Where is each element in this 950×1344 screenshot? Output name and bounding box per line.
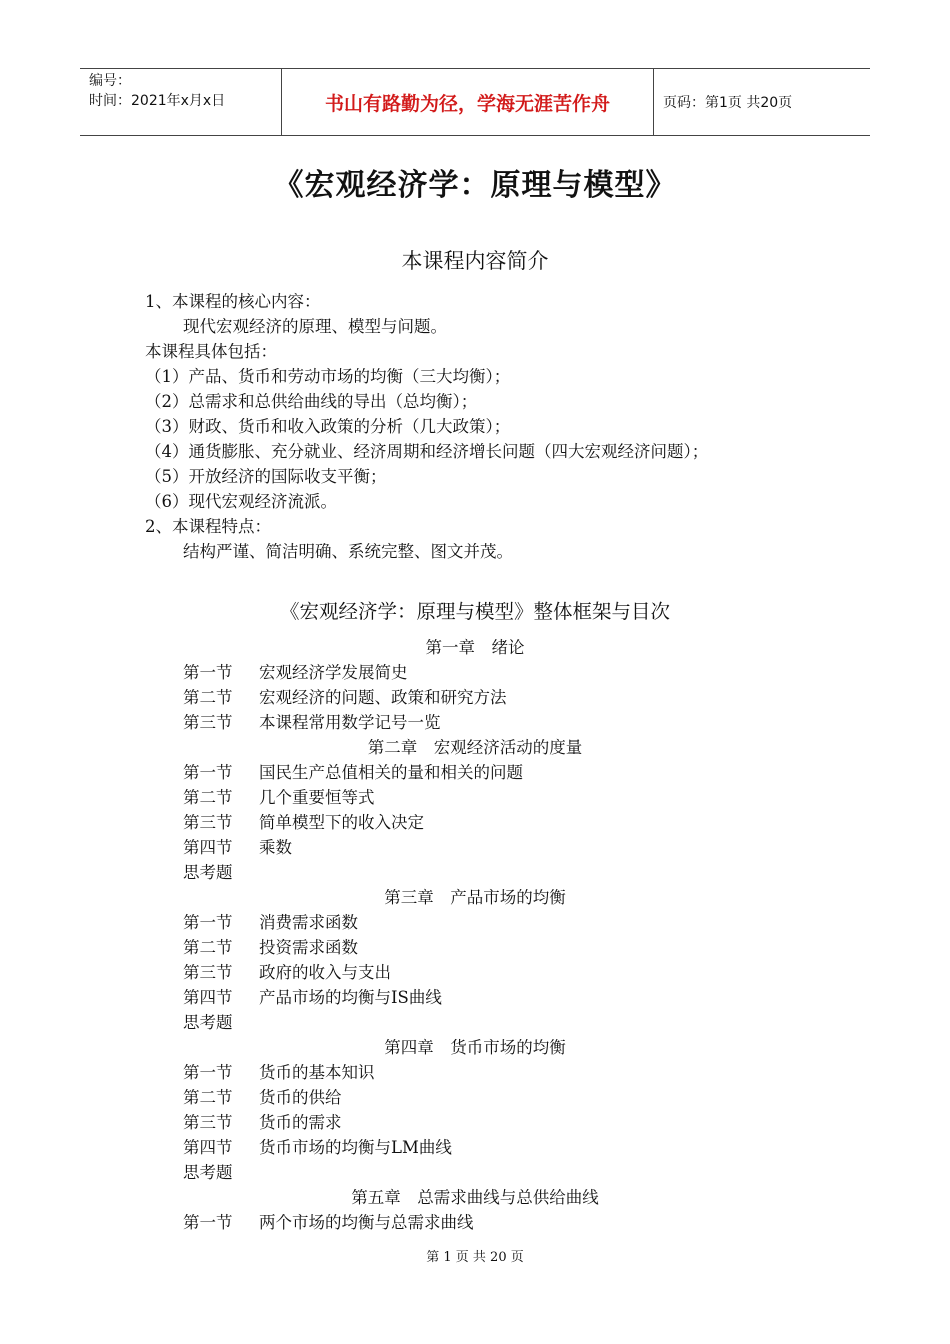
chapter-heading: 第四章 货币市场的均衡 [384,1038,566,1057]
intro-line: 1、本课程的核心内容： [145,292,321,311]
intro-line: （6）现代宏观经济流派。 [145,492,337,511]
chapter-heading: 第五章 总需求曲线与总供给曲线 [351,1188,599,1207]
intro-line: （3）财政、货币和收入政策的分析（几大政策）； [145,417,511,436]
section-number: 第一节 [183,1063,233,1082]
section-title: 投资需求函数 [259,938,358,957]
intro-line: （5）开放经济的国际收支平衡； [145,467,387,486]
section-title: 宏观经济学发展简史 [259,663,408,682]
toc-section [183,1209,474,1233]
section-title: 消费需求函数 [259,913,358,932]
section-title: 政府的收入与支出 [259,963,391,982]
page-footer: 第 1 页 共 20 页 [426,1250,524,1265]
section-title: 乘数 [259,838,292,857]
intro-line: （1）产品、货币和劳动市场的均衡（三大均衡）； [145,367,511,386]
toc-heading: 《宏观经济学：原理与模型》整体框架与目次 [279,600,670,623]
toc-section [183,834,292,858]
section-number: 第四节 [183,838,233,857]
document-title: 《宏观经济学：原理与模型》 [273,168,677,203]
header-number: 编号： [89,73,131,89]
section-number: 第二节 [183,1088,233,1107]
section-number: 第二节 [183,938,233,957]
intro-heading: 本课程内容简介 [401,249,549,273]
section-title: 货币市场的均衡与LM曲线 [259,1138,452,1157]
toc-section [183,1109,342,1133]
intro-line: 结构严谨、简洁明确、系统完整、图文并茂。 [183,542,513,561]
intro-line: （4）通货膨胀、充分就业、经济周期和经济增长问题（四大宏观经济问题）； [145,442,709,461]
section-title: 货币的基本知识 [259,1063,375,1082]
section-number: 第四节 [183,988,233,1007]
header-date: 时间：2021年x月x日 [89,93,226,109]
section-title: 产品市场的均衡与IS曲线 [259,988,442,1007]
section-number: 第三节 [183,713,233,732]
section-number: 第三节 [183,813,233,832]
toc-section [183,1059,375,1083]
section-number: 第二节 [183,688,233,707]
section-title: 货币的需求 [259,1113,342,1132]
toc-section [183,1134,452,1158]
section-number: 第三节 [183,1113,233,1132]
header-motto: 书山有路勤为径，学海无涯苦作舟 [282,69,654,135]
section-number: 第一节 [183,1213,233,1232]
intro-line: 现代宏观经济的原理、模型与问题。 [183,317,447,336]
toc-section [183,684,507,708]
toc-section [183,1084,342,1108]
intro-line: （2）总需求和总供给曲线的导出（总均衡）； [145,392,478,411]
toc-section [183,709,441,733]
section-number: 第四节 [183,1138,233,1157]
toc-section [183,759,523,783]
toc-questions: 思考题 [183,863,233,882]
toc-questions: 思考题 [183,1163,233,1182]
toc-section [183,934,358,958]
header-page: 页码：第1页 共20页 [663,95,793,111]
section-number: 第一节 [183,763,233,782]
document-header [80,68,870,136]
toc-section [183,909,358,933]
section-number: 第二节 [183,788,233,807]
toc-section [183,659,408,683]
section-title: 两个市场的均衡与总需求曲线 [259,1213,474,1232]
chapter-heading: 第一章 绪论 [425,638,525,657]
section-number: 第一节 [183,663,233,682]
toc-section [183,809,424,833]
section-title: 本课程常用数学记号一览 [259,713,441,732]
toc-questions: 思考题 [183,1013,233,1032]
intro-line: 2、本课程特点： [145,517,271,536]
section-number: 第三节 [183,963,233,982]
intro-line: 本课程具体包括： [145,342,277,361]
section-title: 国民生产总值相关的量和相关的问题 [259,763,523,782]
toc-section [183,984,442,1008]
chapter-heading: 第三章 产品市场的均衡 [384,888,566,907]
section-title: 简单模型下的收入决定 [259,813,424,832]
section-title: 货币的供给 [259,1088,342,1107]
toc-section [183,959,391,983]
section-title: 宏观经济的问题、政策和研究方法 [259,688,507,707]
toc-section [183,784,375,808]
header-meta [80,69,282,135]
chapter-heading: 第二章 宏观经济活动的度量 [367,738,583,757]
section-title: 几个重要恒等式 [259,788,375,807]
section-number: 第一节 [183,913,233,932]
